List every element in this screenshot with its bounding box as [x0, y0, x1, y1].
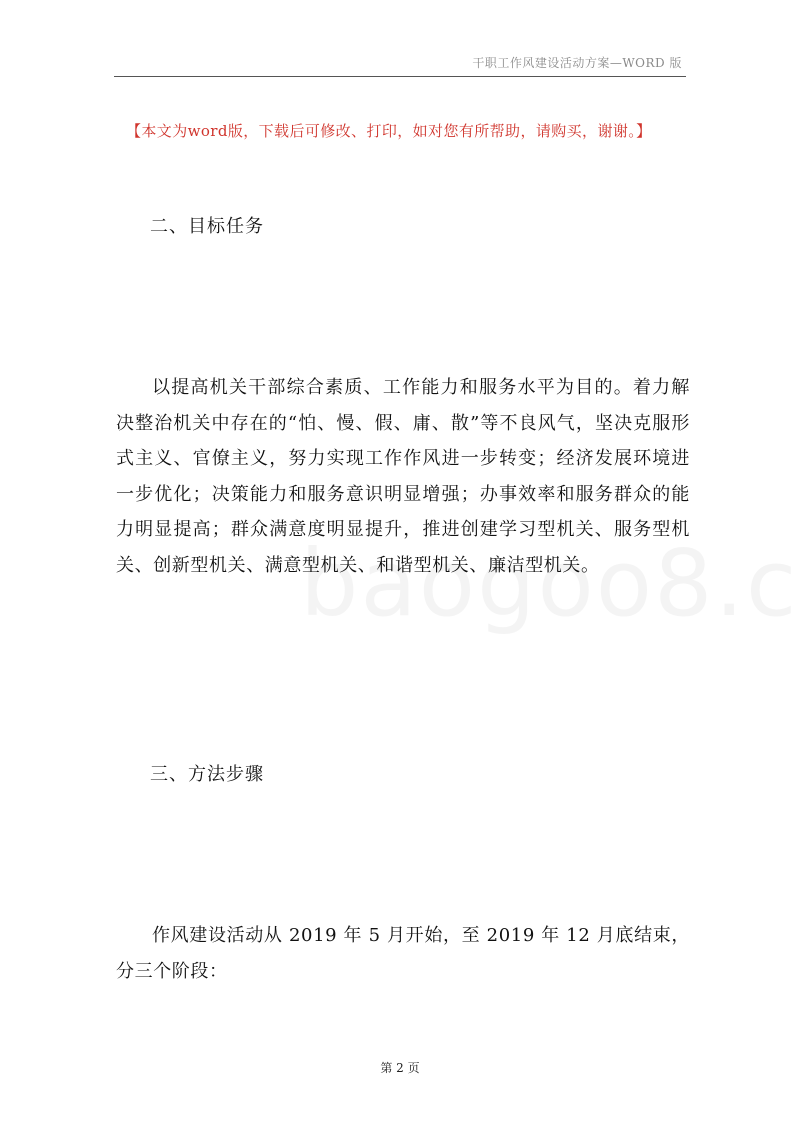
paragraph-goals: 以提高机关干部综合素质、工作能力和服务水平为目的。着力解决整治机关中存在的“怕、慢、假、庸、散”等不良风气，坚决克服形式主义、官僚主义，努力实现工作作风进一步转变；经济发展环境进一步优化；决策能力和服务意识明显增强；办事效率和服务群众的能力明显提高；群众满意度明显提升，推进创建学习型机关、服务型机关、创新型机关、满意型机关、和谐型机关、廉洁型机关。	[116, 377, 690, 576]
section-heading-goals: 二、目标任务	[150, 216, 264, 237]
paragraph-methods: 作风建设活动从 2019 年 5 月开始，至 2019 年 12 月底结束，分三个阶段：	[116, 925, 690, 982]
header-title: 干职工作风建设活动方案—WORD 版	[472, 56, 682, 70]
watermark-logo	[300, 530, 800, 637]
section-heading-methods: 三、方法步骤	[150, 764, 264, 785]
page-number: 第 2 页	[380, 1061, 420, 1075]
purchase-notice: 【本文为word版，下载后可修改、打印，如对您有所帮助，请购买，谢谢。】	[126, 122, 652, 140]
header-rule	[114, 76, 686, 77]
